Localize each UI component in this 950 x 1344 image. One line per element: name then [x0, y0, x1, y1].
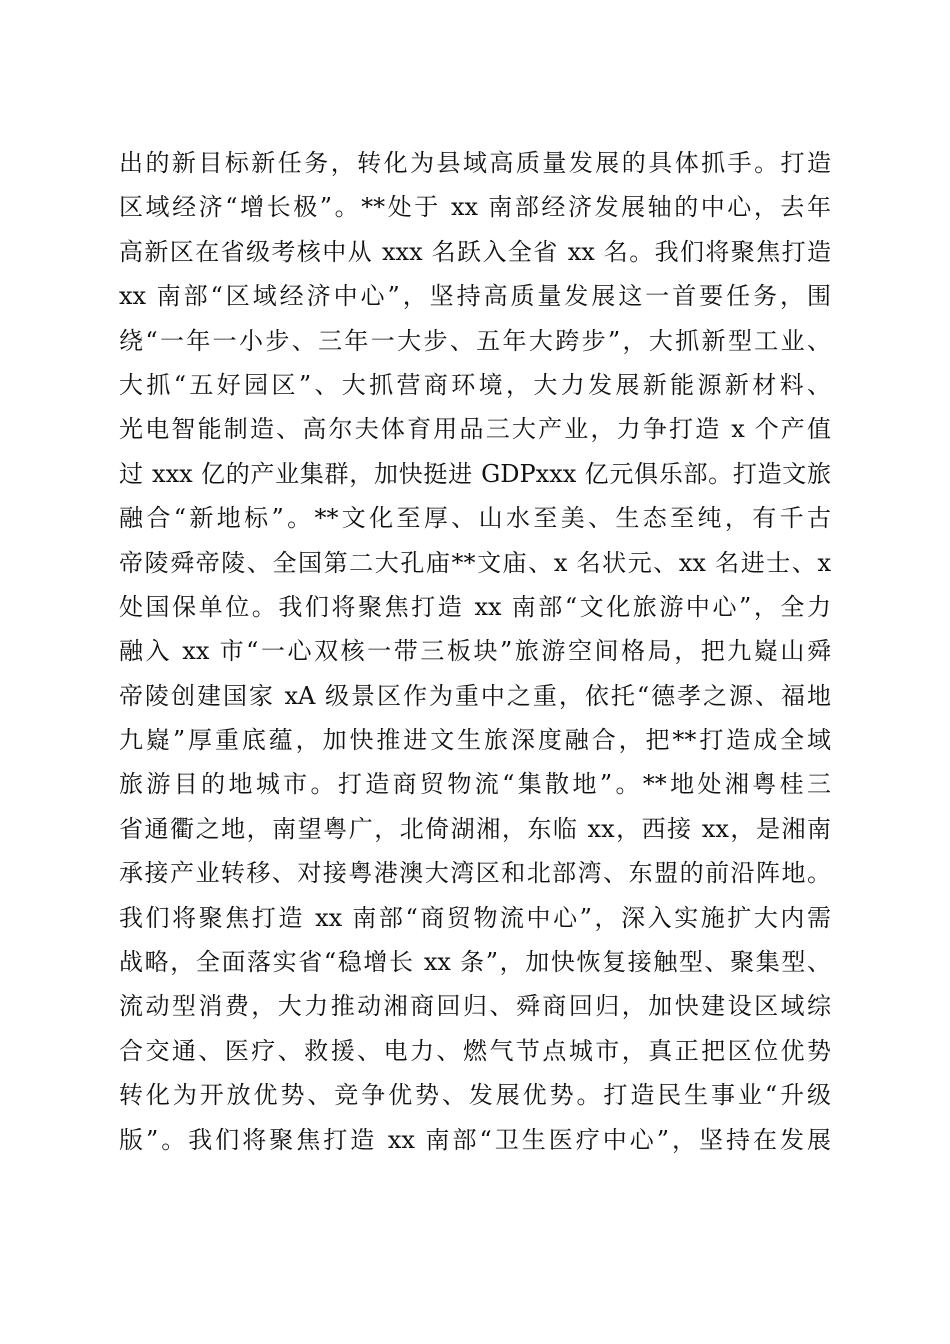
text-line: 过 xxx 亿的产业集群，加快挺进 GDPxxx 亿元俱乐部。打造文旅	[119, 459, 831, 488]
text-line: 大抓“五好园区”、大抓营商环境，大力发展新能源新材料、	[119, 370, 831, 399]
text-line: 流动型消费，大力推动湘商回归、舜商回归，加快建设区域综	[119, 992, 831, 1021]
text-line: 处国保单位。我们将聚焦打造 xx 南部“文化旅游中心”，全力	[119, 592, 831, 621]
text-line: 九嶷”厚重底蕴，加快推进文生旅深度融合，把**打造成全域	[119, 726, 831, 755]
text-line: 绕“一年一小步、三年一大步、五年大跨步”，大抓新型工业、	[119, 326, 831, 355]
text-line: 承接产业转移、对接粤港澳大湾区和北部湾、东盟的前沿阵地。	[119, 859, 831, 888]
text-line: 出的新目标新任务，转化为县域高质量发展的具体抓手。打造	[119, 149, 831, 177]
text-line: 区域经济“增长极”。**处于 xx 南部经济发展轴的中心，去年	[119, 193, 831, 222]
text-line: 合交通、医疗、救援、电力、燃气节点城市，真正把区位优势	[119, 1036, 831, 1065]
text-line: xx 南部“区域经济中心”，坚持高质量发展这一首要任务，围	[119, 282, 831, 311]
text-line: 高新区在省级考核中从 xxx 名跃入全省 xx 名。我们将聚焦打造	[119, 237, 831, 266]
text-line: 帝陵创建国家 xA 级景区作为重中之重，依托“德孝之源、福地	[119, 681, 831, 710]
text-line: 融合“新地标”。**文化至厚、山水至美、生态至纯，有千古	[119, 504, 831, 533]
text-line: 帝陵舜帝陵、全国第二大孔庙**文庙、x 名状元、xx 名进士、x	[119, 548, 831, 577]
text-line: 战略，全面落实省“稳增长 xx 条”，加快恢复接触型、聚集型、	[119, 948, 831, 977]
text-line: 光电智能制造、高尔夫体育用品三大产业，力争打造 x 个产值	[119, 415, 831, 444]
text-line: 融入 xx 市“一心双核一带三板块”旅游空间格局，把九嶷山舜	[119, 637, 831, 666]
text-line: 版”。我们将聚焦打造 xx 南部“卫生医疗中心”，坚持在发展	[119, 1125, 831, 1154]
text-line: 省通衢之地，南望粤广，北倚湖湘，东临 xx，西接 xx，是湘南	[119, 814, 831, 843]
text-line: 我们将聚焦打造 xx 南部“商贸物流中心”，深入实施扩大内需	[119, 903, 831, 932]
body-paragraph	[119, 141, 831, 1162]
text-line: 旅游目的地城市。打造商贸物流“集散地”。**地处湘粤桂三	[119, 770, 831, 799]
text-line: 转化为开放优势、竞争优势、发展优势。打造民生事业“升级	[119, 1081, 831, 1110]
